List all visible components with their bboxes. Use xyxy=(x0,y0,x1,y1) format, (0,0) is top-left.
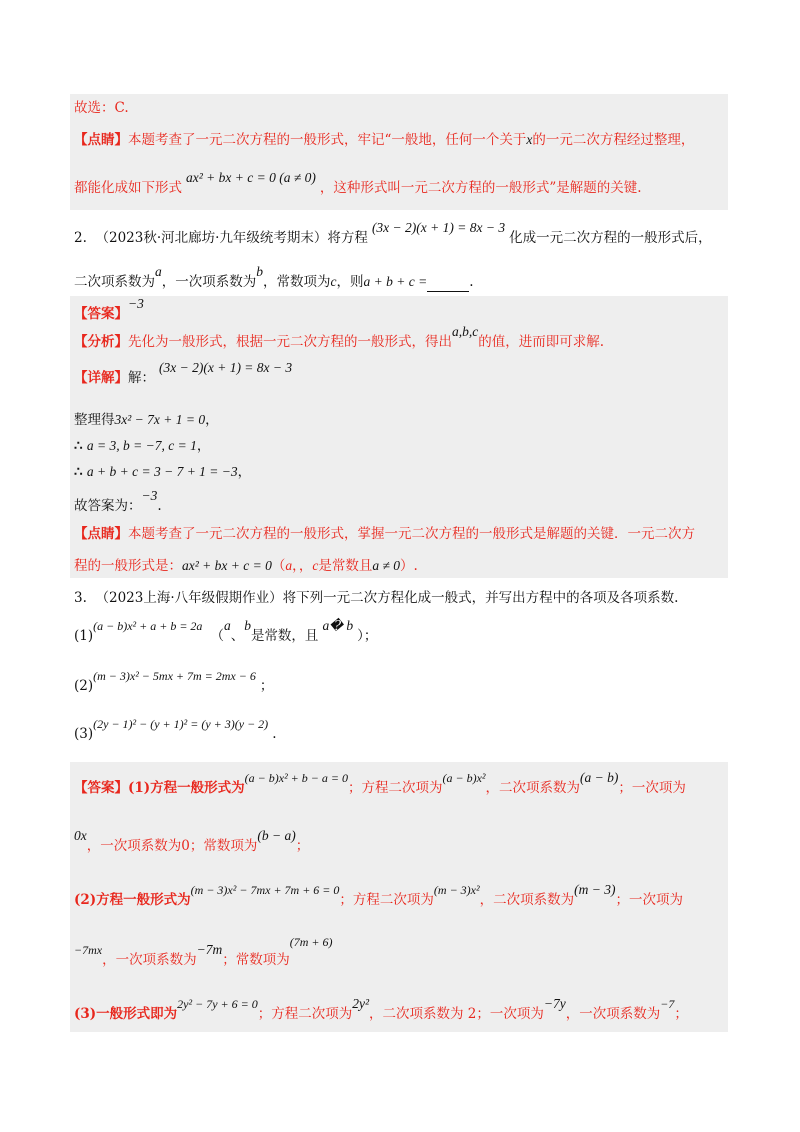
answer-blank xyxy=(427,277,469,292)
q1-comment-line1: 【点睛】本题考查了一元二次方程的一般形式，牢记“一般地，任何一个关于x的一元二次方程经过整理， xyxy=(74,132,695,148)
q3-answer-line4: −7mx，一次项系数为−7m；常数项为(7m + 6) xyxy=(74,935,333,968)
q1-choice: 故选：C. xyxy=(74,100,129,116)
q1-comment-line2: 都能化成如下形式ax² + bx + c = 0 (a ≠ 0)，这种形式叫一元二次方程的一般形式”是解题的关键. xyxy=(74,170,642,196)
q3-answer-line1: 【答案】(1)方程一般形式为(a − b)x² + b − a = 0；方程二次项为(a − b)x²，二次项系数为(a − b)；一次项为 xyxy=(74,770,686,796)
q2-answer: 【答案】−3 xyxy=(74,296,144,322)
q2-step1: 整理得3x² − 7x + 1 = 0， xyxy=(74,412,219,428)
q2-analysis: 【分析】先化为一般形式，根据一元二次方程的一般形式，得出a,b,c的值，进而即可求解. xyxy=(74,324,605,350)
q2-final: 故答案为：−3. xyxy=(74,488,162,514)
q3-answer-line3: (2)方程一般形式为(m − 3)x² − 7mx + 7m + 6 = 0；方程二次项为(m − 3)x²，二次项系数为(m − 3)；一次项为 xyxy=(74,882,683,908)
q2-comment-line1: 【点睛】本题考查了一元二次方程的一般形式，掌握一元二次方程的一般形式是解题的关键．一元二次方 xyxy=(74,526,695,542)
q2-step2: ∴ a = 3, b = −7, c = 1， xyxy=(74,438,211,454)
q3-part2: (2)(m − 3)x² − 5mx + 7m = 2mx − 6； xyxy=(74,669,274,694)
q2-stem-line1: 2. （2023秋·河北廊坊·九年级统考期末）将方程(3x − 2)(x + 1) = 8x − 3化成一元二次方程的一般形式后， xyxy=(74,220,712,246)
q2-stem-line2: 二次项系数为a，一次项系数为b，常数项为c，则a + b + c = . xyxy=(74,264,474,290)
q3-part3: (3)(2y − 1)² − (y + 1)² = (y + 3)(y − 2). xyxy=(74,717,277,742)
q2-comment-line2: 程的一般形式是：ax² + bx + c = 0（a，，c是常数且a ≠ 0）. xyxy=(74,558,418,574)
q2-step3: ∴ a + b + c = 3 − 7 + 1 = −3， xyxy=(74,464,252,480)
q2-detail: 【详解】解：(3x − 2)(x + 1) = 8x − 3 xyxy=(74,360,293,386)
q3-stem: 3. （2023上海·八年级假期作业）将下列一元二次方程化成一般式，并写出方程中的各项及各项系数. xyxy=(74,590,679,606)
q3-part1: (1)(a − b)x² + a + b = 2a（a、b是常数，且a� b）； xyxy=(74,618,378,644)
q3-answer-line2: 0x，一次项系数为0；常数项为(b − a)； xyxy=(74,828,310,854)
q3-answer-line5: (3)一般形式即为2y² − 7y + 6 = 0；方程二次项为2y²，二次项系数为 2；一次项为−7y，一次项系数为−7； xyxy=(74,996,688,1022)
